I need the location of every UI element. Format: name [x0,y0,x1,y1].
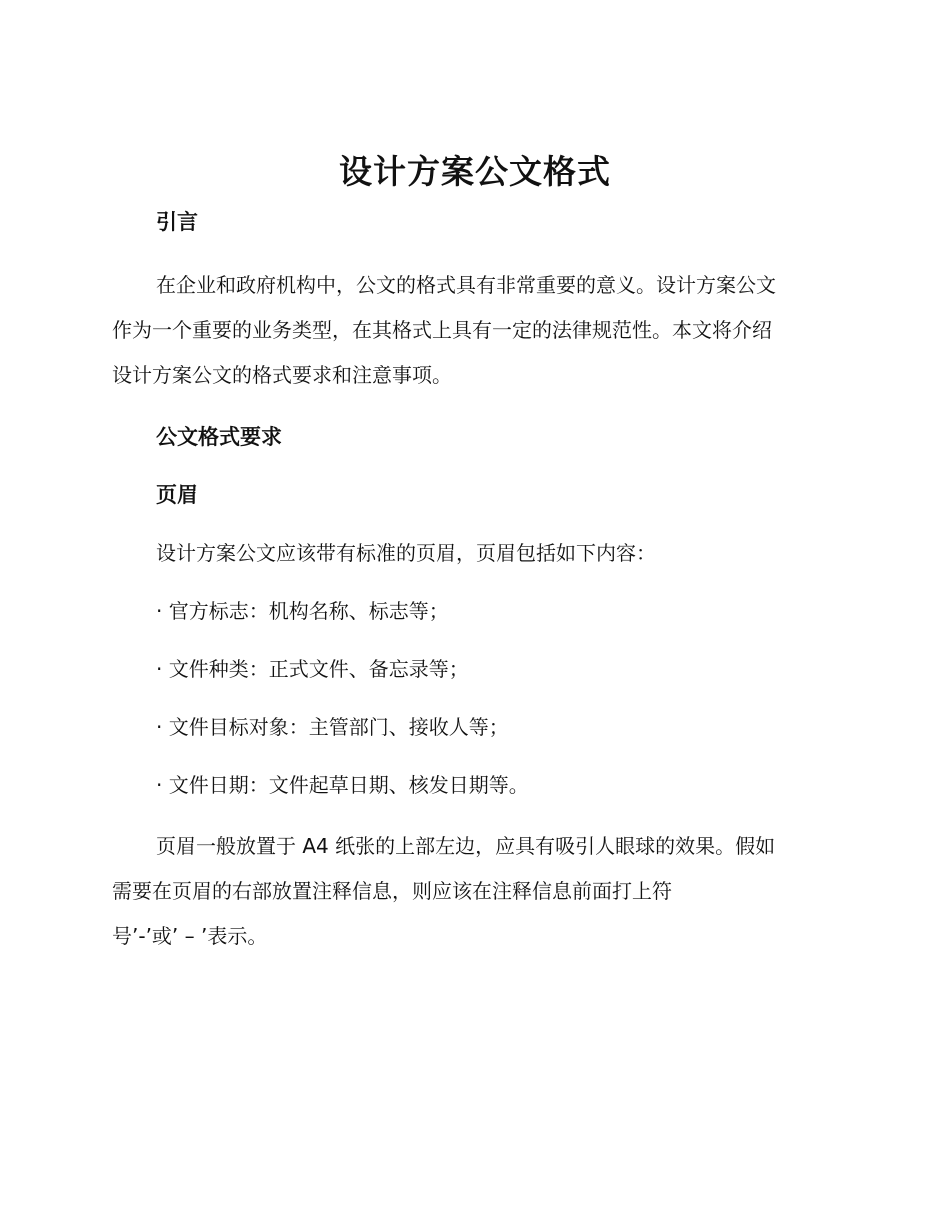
header-intro-text: 设计方案公文应该带有标准的页眉，页眉包括如下内容： [156,541,656,565]
list-item: · 文件目标对象：主管部门、接收人等； [156,715,509,739]
list-item: · 官方标志：机构名称、标志等； [156,599,449,623]
list-item: · 文件日期：文件起草日期、核发日期等。 [156,773,529,797]
document-title: 设计方案公文格式 [339,152,611,191]
section-heading-format: 公文格式要求 [156,425,282,449]
document-body [112,203,832,959]
paragraph-line: 在企业和政府机构中，公文的格式具有非常重要的意义。设计方案公文 [156,273,776,297]
section-heading-header: 页眉 [156,483,198,507]
section-heading-intro: 引言 [156,210,198,234]
paragraph-line: 页眉一般放置于 A4 纸张的上部左边，应具有吸引人眼球的效果。假如 [156,834,776,858]
header-note-paragraph [112,824,832,959]
list-item: · 文件种类：正式文件、备忘录等； [156,657,469,681]
paragraph-line: 号’-’或’ – ’表示。 [112,924,268,948]
intro-paragraph [112,263,832,398]
paragraph-line: 设计方案公文的格式要求和注意事项。 [112,363,452,387]
paragraph-line: 需要在页眉的右部放置注释信息，则应该在注释信息前面打上符 [112,879,672,903]
paragraph-line: 作为一个重要的业务类型，在其格式上具有一定的法律规范性。本文将介绍 [112,318,772,342]
